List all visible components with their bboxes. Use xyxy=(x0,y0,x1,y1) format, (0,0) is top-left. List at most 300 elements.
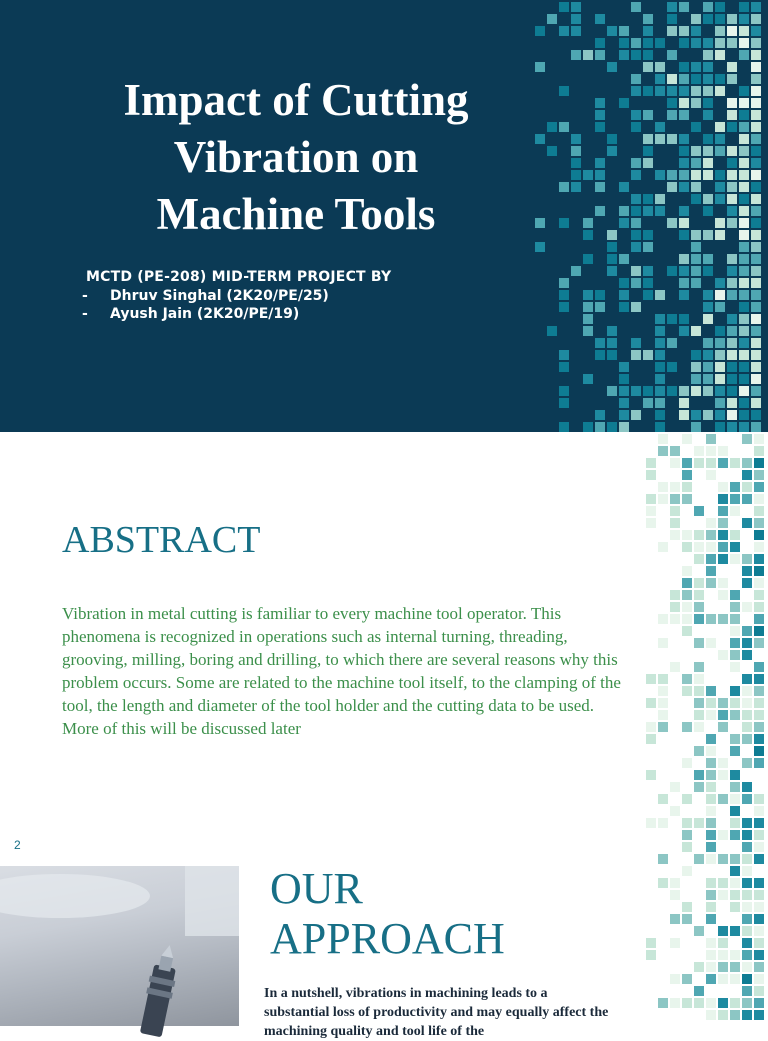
mosaic-tile xyxy=(730,710,740,720)
mosaic-tile xyxy=(607,386,617,396)
tool-holder-icon xyxy=(0,866,239,1026)
mosaic-tile xyxy=(691,422,701,432)
mosaic-tile xyxy=(715,338,725,348)
mosaic-tile xyxy=(751,326,761,336)
mosaic-tile xyxy=(631,158,641,168)
mosaic-tile xyxy=(670,806,680,816)
mosaic-tile xyxy=(703,110,713,120)
mosaic-tile xyxy=(679,290,689,300)
mosaic-tile xyxy=(706,638,716,648)
mosaic-tile xyxy=(706,686,716,696)
mosaic-tile xyxy=(631,278,641,288)
mosaic-tile xyxy=(679,314,689,324)
mosaic-tile xyxy=(679,254,689,264)
mosaic-tile xyxy=(727,338,737,348)
mosaic-tile xyxy=(718,722,728,732)
mosaic-tile xyxy=(730,830,740,840)
mosaic-tile xyxy=(655,74,665,84)
mosaic-tile xyxy=(682,914,692,924)
mosaic-tile xyxy=(739,374,749,384)
mosaic-tile xyxy=(694,698,704,708)
mosaic-tile xyxy=(730,926,740,936)
mosaic-tile xyxy=(631,266,641,276)
mosaic-tile xyxy=(754,578,764,588)
mosaic-tile xyxy=(679,386,689,396)
mosaic-tile xyxy=(643,38,653,48)
mosaic-tile xyxy=(682,590,692,600)
mosaic-tile xyxy=(559,26,569,36)
mosaic-tile xyxy=(571,50,581,60)
mosaic-tile xyxy=(715,134,725,144)
mosaic-tile xyxy=(559,86,569,96)
mosaic-tile xyxy=(706,1010,716,1020)
mosaic-tile xyxy=(742,554,752,564)
mosaic-tile xyxy=(742,458,752,468)
mosaic-tile xyxy=(754,494,764,504)
mosaic-tile xyxy=(727,386,737,396)
mosaic-tile xyxy=(655,422,665,432)
mosaic-tile xyxy=(559,398,569,408)
mosaic-tile xyxy=(583,254,593,264)
mosaic-tile xyxy=(691,254,701,264)
mosaic-tile xyxy=(607,62,617,72)
mosaic-tile xyxy=(715,290,725,300)
mosaic-tile xyxy=(658,722,668,732)
mosaic-tile xyxy=(751,206,761,216)
mosaic-tile xyxy=(670,998,680,1008)
mosaic-tile xyxy=(754,530,764,540)
mosaic-tile xyxy=(715,50,725,60)
mosaic-tile xyxy=(643,14,653,24)
mosaic-tile xyxy=(655,38,665,48)
mosaic-tile xyxy=(631,218,641,228)
mosaic-tile xyxy=(706,962,716,972)
mosaic-tile xyxy=(706,470,716,480)
mosaic-tile xyxy=(643,26,653,36)
mosaic-tile xyxy=(739,26,749,36)
mosaic-tile xyxy=(667,218,677,228)
mosaic-tile xyxy=(718,878,728,888)
mosaic-tile xyxy=(691,146,701,156)
mosaic-tile xyxy=(742,866,752,876)
mosaic-tile xyxy=(742,470,752,480)
mosaic-tile xyxy=(559,386,569,396)
mosaic-tile xyxy=(559,350,569,360)
mosaic-tile xyxy=(730,998,740,1008)
mosaic-tile xyxy=(691,86,701,96)
mosaic-tile xyxy=(679,230,689,240)
mosaic-tile xyxy=(739,2,749,12)
mosaic-tile xyxy=(754,854,764,864)
list-bullet: - xyxy=(82,288,88,304)
mosaic-tile xyxy=(619,290,629,300)
mosaic-tile xyxy=(646,950,656,960)
mosaic-tile xyxy=(619,98,629,108)
mosaic-tile xyxy=(706,842,716,852)
mosaic-tile xyxy=(739,266,749,276)
mosaic-tile xyxy=(718,998,728,1008)
mosaic-tile xyxy=(679,62,689,72)
mosaic-tile xyxy=(583,170,593,180)
mosaic-tile xyxy=(754,590,764,600)
mosaic-tile xyxy=(631,350,641,360)
mosaic-tile xyxy=(706,890,716,900)
mosaic-tile xyxy=(754,458,764,468)
mosaic-tile xyxy=(730,662,740,672)
mosaic-tile xyxy=(694,662,704,672)
mosaic-tile xyxy=(559,362,569,372)
mosaic-tile xyxy=(751,26,761,36)
mosaic-tile xyxy=(691,374,701,384)
mosaic-tile xyxy=(691,350,701,360)
mosaic-tile xyxy=(742,518,752,528)
mosaic-tile xyxy=(655,374,665,384)
mosaic-tile xyxy=(718,614,728,624)
mosaic-tile xyxy=(682,722,692,732)
mosaic-tile xyxy=(727,14,737,24)
mosaic-tile xyxy=(742,950,752,960)
mosaic-tile xyxy=(751,374,761,384)
mosaic-tile xyxy=(727,398,737,408)
mosaic-tile xyxy=(718,974,728,984)
mosaic-tile xyxy=(679,398,689,408)
mosaic-tile xyxy=(679,38,689,48)
mosaic-tile xyxy=(643,266,653,276)
mosaic-tile xyxy=(679,410,689,420)
mosaic-tile xyxy=(643,110,653,120)
mosaic-tile xyxy=(670,662,680,672)
mosaic-tile xyxy=(730,890,740,900)
mosaic-tile xyxy=(619,398,629,408)
mosaic-tile xyxy=(694,506,704,516)
mosaic-tile xyxy=(703,302,713,312)
mosaic-tile xyxy=(607,134,617,144)
section-heading: ABSTRACT xyxy=(62,519,261,561)
mosaic-tile xyxy=(715,14,725,24)
mosaic-tile xyxy=(619,38,629,48)
mosaic-tile xyxy=(727,218,737,228)
mosaic-tile xyxy=(595,290,605,300)
mosaic-tile xyxy=(751,14,761,24)
mosaic-tile xyxy=(754,710,764,720)
mosaic-tile xyxy=(739,170,749,180)
mosaic-tile xyxy=(742,722,752,732)
mosaic-tile xyxy=(739,110,749,120)
mosaic-tile xyxy=(595,14,605,24)
mosaic-tile xyxy=(658,482,668,492)
mosaic-tile xyxy=(754,1010,764,1020)
mosaic-tile xyxy=(754,806,764,816)
mosaic-tile xyxy=(595,338,605,348)
mosaic-tile xyxy=(658,686,668,696)
mosaic-tile xyxy=(631,302,641,312)
mosaic-tile xyxy=(742,602,752,612)
mosaic-tile xyxy=(631,122,641,132)
mosaic-tile xyxy=(595,158,605,168)
mosaic-tile xyxy=(694,554,704,564)
mosaic-tile xyxy=(643,86,653,96)
mosaic-tile xyxy=(727,374,737,384)
mosaic-tile xyxy=(679,146,689,156)
mosaic-tile xyxy=(703,206,713,216)
mosaic-tile xyxy=(727,206,737,216)
mosaic-tile xyxy=(682,530,692,540)
mosaic-tile xyxy=(595,170,605,180)
mosaic-tile xyxy=(670,602,680,612)
mosaic-tile xyxy=(583,302,593,312)
mosaic-tile xyxy=(607,326,617,336)
mosaic-tile xyxy=(754,662,764,672)
mosaic-tile xyxy=(655,338,665,348)
mosaic-tile xyxy=(571,170,581,180)
mosaic-tile xyxy=(703,266,713,276)
mosaic-tile xyxy=(751,266,761,276)
mosaic-tile xyxy=(607,230,617,240)
mosaic-tile xyxy=(703,14,713,24)
mosaic-tile xyxy=(655,122,665,132)
mosaic-tile xyxy=(619,410,629,420)
mosaic-tile xyxy=(754,554,764,564)
mosaic-tile xyxy=(682,842,692,852)
mosaic-tile xyxy=(658,794,668,804)
mosaic-tile xyxy=(658,638,668,648)
mosaic-tile xyxy=(730,482,740,492)
mosaic-tile xyxy=(739,134,749,144)
mosaic-tile xyxy=(754,542,764,552)
mosaic-tile xyxy=(694,722,704,732)
mosaic-tile xyxy=(694,998,704,1008)
mosaic-tile xyxy=(754,626,764,636)
mosaic-tile xyxy=(730,626,740,636)
mosaic-tile xyxy=(658,494,668,504)
mosaic-tile xyxy=(655,290,665,300)
mosaic-tile xyxy=(658,818,668,828)
mosaic-tile xyxy=(655,86,665,96)
mosaic-tile xyxy=(706,806,716,816)
mosaic-tile xyxy=(559,302,569,312)
mosaic-tile xyxy=(742,794,752,804)
mosaic-tile xyxy=(694,638,704,648)
mosaic-tile xyxy=(571,134,581,144)
mosaic-tile xyxy=(751,218,761,228)
approach-slide xyxy=(0,864,768,1039)
mosaic-tile xyxy=(730,554,740,564)
mosaic-tile xyxy=(583,326,593,336)
mosaic-tile xyxy=(691,62,701,72)
mosaic-tile xyxy=(751,62,761,72)
mosaic-tile xyxy=(754,842,764,852)
mosaic-tile xyxy=(742,626,752,636)
mosaic-tile xyxy=(547,122,557,132)
mosaic-tile xyxy=(646,506,656,516)
mosaic-tile xyxy=(718,698,728,708)
mosaic-tile xyxy=(727,422,737,432)
mosaic-tile xyxy=(679,134,689,144)
mosaic-tile xyxy=(694,602,704,612)
mosaic-tile xyxy=(607,254,617,264)
mosaic-tile xyxy=(730,782,740,792)
mosaic-tile xyxy=(754,878,764,888)
mosaic-tile xyxy=(742,782,752,792)
mosaic-tile xyxy=(643,62,653,72)
mosaic-tile xyxy=(655,326,665,336)
mosaic-tile xyxy=(739,386,749,396)
mosaic-tile xyxy=(655,194,665,204)
mosaic-tile xyxy=(703,98,713,108)
mosaic-tile xyxy=(730,638,740,648)
mosaic-tile xyxy=(658,446,668,456)
mosaic-tile xyxy=(706,818,716,828)
mosaic-tile xyxy=(646,458,656,468)
mosaic-tile xyxy=(595,50,605,60)
mosaic-tile xyxy=(658,434,668,444)
mosaic-tile xyxy=(742,494,752,504)
author-item xyxy=(82,305,329,323)
mosaic-tile xyxy=(679,206,689,216)
mosaic-tile xyxy=(706,914,716,924)
mosaic-tile xyxy=(619,278,629,288)
mosaic-tile xyxy=(754,638,764,648)
mosaic-tile xyxy=(703,38,713,48)
mosaic-tile xyxy=(607,242,617,252)
mosaic-tile xyxy=(682,602,692,612)
mosaic-tile xyxy=(682,974,692,984)
mosaic-tile xyxy=(730,854,740,864)
mosaic-tile xyxy=(682,626,692,636)
mosaic-tile xyxy=(694,926,704,936)
mosaic-tile xyxy=(730,902,740,912)
mosaic-tile xyxy=(655,362,665,372)
mosaic-tile xyxy=(730,614,740,624)
mosaic-tile xyxy=(742,698,752,708)
mosaic-tile xyxy=(739,86,749,96)
mosaic-tile xyxy=(718,938,728,948)
mosaic-tile xyxy=(751,362,761,372)
mosaic-tile xyxy=(682,830,692,840)
mosaic-tile xyxy=(559,422,569,432)
mosaic-tile xyxy=(571,14,581,24)
mosaic-tile xyxy=(535,218,545,228)
mosaic-tile xyxy=(694,962,704,972)
mosaic-tile xyxy=(751,314,761,324)
mosaic-tile xyxy=(691,386,701,396)
mosaic-tile xyxy=(739,98,749,108)
mosaic-tile xyxy=(559,182,569,192)
mosaic-tile xyxy=(754,518,764,528)
mosaic-tile xyxy=(703,230,713,240)
mosaic-tile xyxy=(751,302,761,312)
mosaic-tile xyxy=(727,266,737,276)
mosaic-tile xyxy=(679,170,689,180)
mosaic-tile xyxy=(730,602,740,612)
mosaic-tile xyxy=(715,374,725,384)
mosaic-tile xyxy=(739,422,749,432)
mosaic-tile xyxy=(703,170,713,180)
mosaic-tile xyxy=(718,710,728,720)
mosaic-tile xyxy=(607,350,617,360)
mosaic-tile xyxy=(682,818,692,828)
mosaic-tile xyxy=(670,974,680,984)
abstract-text: Vibration in metal cutting is familiar to every machine tool operator. This phenomena is recognized in operations such as internal turning, threading, grooving, milling, boring and drilling, to which there are several reasons why this problem occurs. Some are related to the machine tool itself, to the clamping of the tool, the length and diameter of the tool holder and the cutting data to be used. More of this will be discussed later xyxy=(62,604,621,738)
mosaic-tile xyxy=(751,350,761,360)
mosaic-tile xyxy=(694,854,704,864)
mosaic-tile xyxy=(547,146,557,156)
mosaic-tile xyxy=(751,146,761,156)
mosaic-tile xyxy=(631,2,641,12)
mosaic-tile xyxy=(730,542,740,552)
mosaic-tile xyxy=(718,530,728,540)
mosaic-tile xyxy=(742,674,752,684)
mosaic-tile xyxy=(670,938,680,948)
mosaic-tile xyxy=(691,170,701,180)
mosaic-tile xyxy=(619,422,629,432)
mosaic-tile xyxy=(751,74,761,84)
title-slide xyxy=(0,0,768,432)
mosaic-tile xyxy=(718,950,728,960)
mosaic-tile xyxy=(694,614,704,624)
mosaic-tile xyxy=(730,506,740,516)
mosaic-tile xyxy=(670,890,680,900)
mosaic-tile xyxy=(718,554,728,564)
mosaic-tile xyxy=(727,194,737,204)
mosaic-tile xyxy=(595,38,605,48)
mosaic-tile xyxy=(754,998,764,1008)
mosaic-tile xyxy=(706,938,716,948)
mosaic-tile xyxy=(706,542,716,552)
mosaic-tile xyxy=(667,134,677,144)
mosaic-tile xyxy=(739,122,749,132)
mosaic-tile xyxy=(691,74,701,84)
mosaic-tile xyxy=(682,758,692,768)
mosaic-tile xyxy=(583,230,593,240)
mosaic-tile xyxy=(595,122,605,132)
mosaic-tile xyxy=(754,566,764,576)
mosaic-tile xyxy=(703,146,713,156)
mosaic-tile xyxy=(607,26,617,36)
mosaic-tile xyxy=(658,854,668,864)
mosaic-tile xyxy=(730,650,740,660)
mosaic-tile xyxy=(691,158,701,168)
mosaic-tile xyxy=(730,494,740,504)
mosaic-tile xyxy=(679,26,689,36)
mosaic-tile xyxy=(682,674,692,684)
mosaic-tile xyxy=(706,446,716,456)
mosaic-tile xyxy=(643,50,653,60)
mosaic-tile xyxy=(742,854,752,864)
mosaic-tile xyxy=(655,314,665,324)
mosaic-tile xyxy=(682,794,692,804)
mosaic-tile xyxy=(595,182,605,192)
mosaic-tile xyxy=(754,722,764,732)
mosaic-tile xyxy=(730,962,740,972)
mosaic-tile xyxy=(694,686,704,696)
mosaic-tile xyxy=(751,134,761,144)
mosaic-tile xyxy=(571,266,581,276)
mosaic-tile xyxy=(754,446,764,456)
mosaic-tile xyxy=(619,26,629,36)
mosaic-tile xyxy=(742,890,752,900)
mosaic-tile xyxy=(607,338,617,348)
mosaic-tile xyxy=(619,386,629,396)
mosaic-tile xyxy=(715,170,725,180)
mosaic-tile xyxy=(706,794,716,804)
mosaic-tile xyxy=(715,218,725,228)
mosaic-tile xyxy=(658,542,668,552)
mosaic-tile xyxy=(655,170,665,180)
mosaic-tile xyxy=(739,206,749,216)
mosaic-tile xyxy=(706,950,716,960)
mosaic-tile xyxy=(739,218,749,228)
